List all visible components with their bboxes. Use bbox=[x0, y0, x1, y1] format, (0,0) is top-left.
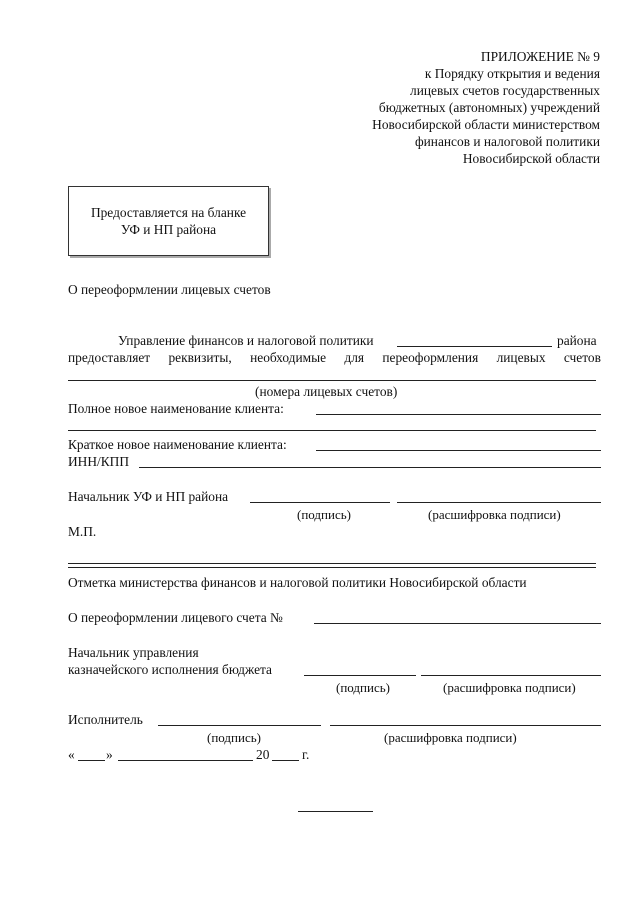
header-line: к Порядку открытия и ведения bbox=[424, 66, 600, 81]
account-number-blank bbox=[314, 623, 601, 624]
body-line1-end: района bbox=[557, 333, 597, 348]
sign-caption: (подпись) bbox=[207, 730, 261, 745]
short-name-label: Краткое новое наименование клиента: bbox=[68, 437, 287, 452]
body-line1-start: Управление финансов и налоговой политики bbox=[118, 333, 374, 348]
word: лицевых bbox=[496, 350, 546, 365]
treasury-sign-blank bbox=[304, 675, 416, 676]
body-line2 bbox=[68, 349, 601, 366]
reissue-label: О переоформлении лицевого счета № bbox=[68, 610, 283, 625]
decode-caption: (расшифровка подписи) bbox=[428, 507, 561, 522]
sign-caption: (подпись) bbox=[297, 507, 351, 522]
word: необходимые bbox=[250, 350, 327, 365]
full-name-label: Полное новое наименование клиента: bbox=[68, 401, 284, 416]
section-separator bbox=[68, 563, 596, 568]
ministry-title: Отметка министерства финансов и налоговой политики Новосибирской области bbox=[68, 575, 527, 590]
district-head-label: Начальник УФ и НП района bbox=[68, 489, 229, 504]
decode-caption: (расшифровка подписи) bbox=[384, 730, 517, 745]
day-blank bbox=[78, 760, 105, 761]
year-prefix: 20 bbox=[256, 747, 270, 762]
word: реквизиты, bbox=[168, 350, 232, 365]
inn-kpp-blank bbox=[139, 467, 601, 468]
header-line: лицевых счетов государственных bbox=[410, 83, 600, 98]
word: счетов bbox=[563, 350, 601, 365]
decode-caption: (расшифровка подписи) bbox=[443, 680, 576, 695]
treasury-head-line2: казначейского исполнения бюджета bbox=[68, 662, 272, 677]
word: переоформления bbox=[382, 350, 479, 365]
header-line: бюджетных (автономных) учреждений bbox=[378, 100, 600, 115]
executor-decode-blank bbox=[330, 725, 601, 726]
letterhead-box bbox=[68, 186, 269, 256]
district-blank bbox=[397, 346, 552, 347]
date-open-quote: « bbox=[68, 747, 75, 762]
subject-line: О переоформлении лицевых счетов bbox=[68, 282, 271, 297]
district-head-sign-blank bbox=[250, 502, 390, 503]
executor-label: Исполнитель bbox=[68, 712, 143, 727]
header-line: ПРИЛОЖЕНИЕ № 9 bbox=[480, 49, 600, 64]
year-blank bbox=[272, 760, 299, 761]
year-suffix: г. bbox=[302, 747, 310, 762]
accounts-caption: (номера лицевых счетов) bbox=[255, 384, 398, 399]
letterhead-line: Предоставляется на бланке bbox=[90, 205, 247, 220]
accounts-blank bbox=[68, 380, 596, 381]
stamp-label: М.П. bbox=[68, 524, 97, 539]
header-line: Новосибирской области министерством bbox=[372, 117, 600, 132]
executor-sign-blank bbox=[158, 725, 321, 726]
letterhead-line: УФ и НП района bbox=[120, 222, 217, 237]
date-close-quote: » bbox=[106, 747, 113, 762]
short-name-blank bbox=[316, 450, 601, 451]
district-head-decode-blank bbox=[397, 502, 601, 503]
full-name-blank-2 bbox=[68, 430, 596, 431]
word: предоставляет bbox=[68, 350, 151, 365]
header-line: Новосибирской области bbox=[462, 151, 600, 166]
treasury-head-line1: Начальник управления bbox=[68, 645, 199, 660]
treasury-decode-blank bbox=[421, 675, 601, 676]
bottom-rule bbox=[298, 811, 373, 812]
word: для bbox=[344, 350, 365, 365]
full-name-blank bbox=[316, 414, 601, 415]
month-blank bbox=[118, 760, 253, 761]
header-line: финансов и налоговой политики bbox=[414, 134, 600, 149]
inn-kpp-label: ИНН/КПП bbox=[68, 454, 130, 469]
sign-caption: (подпись) bbox=[336, 680, 390, 695]
